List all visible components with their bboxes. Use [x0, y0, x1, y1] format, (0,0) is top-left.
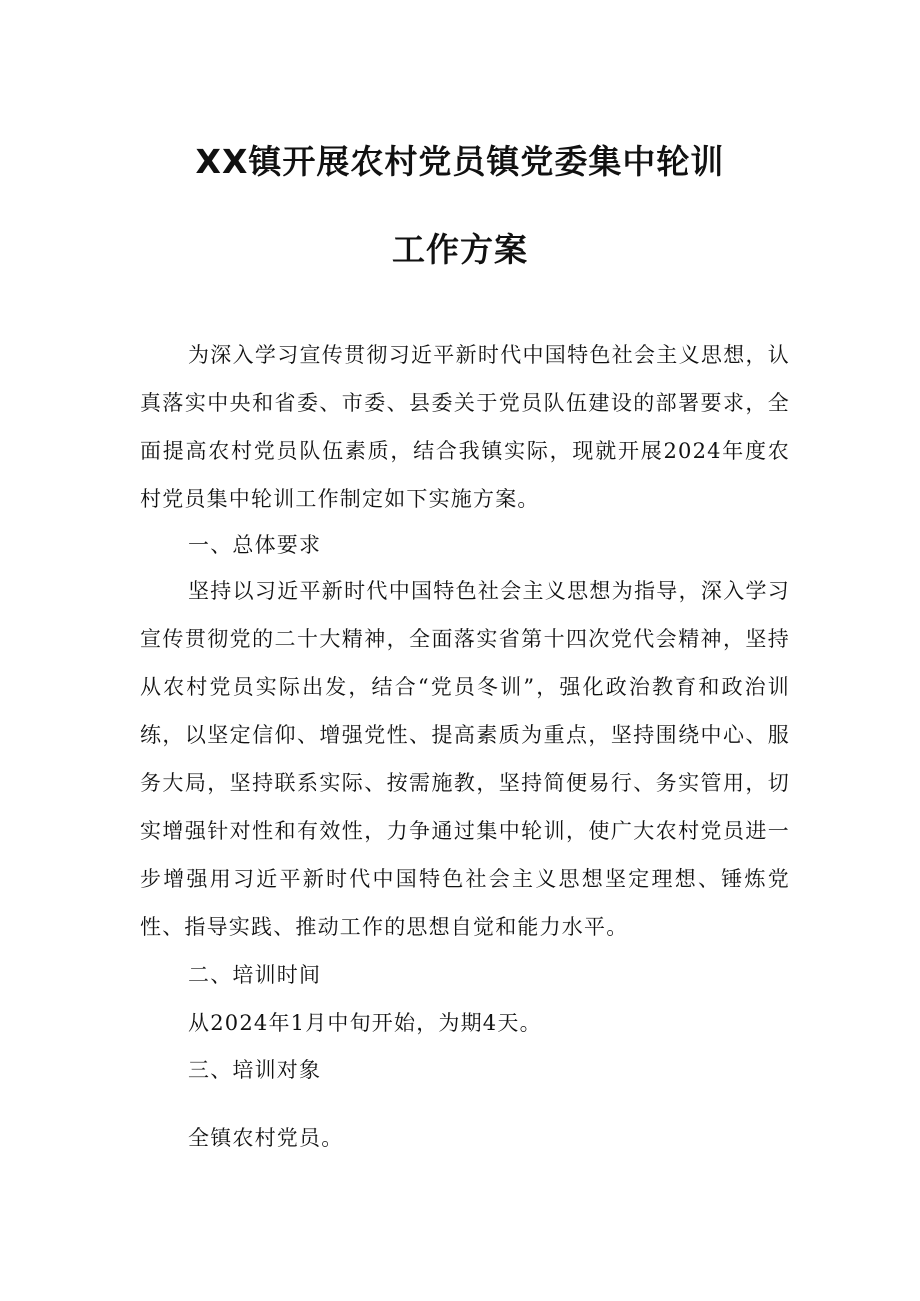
section-3-heading: 三、培训对象 — [188, 1058, 322, 1082]
intro-section — [140, 331, 790, 523]
section-2-heading-wrap — [140, 951, 790, 999]
document-title-line-2: 工作方案 — [392, 230, 528, 269]
section-3-body-wrap — [140, 1114, 790, 1162]
section-1-body-wrap — [140, 567, 790, 951]
section-1-heading: 一、总体要求 — [188, 533, 322, 557]
section-3-paragraph: 全镇农村党员。 — [188, 1126, 344, 1150]
section-3-heading-wrap — [140, 1046, 790, 1094]
section-1-heading-wrap — [140, 521, 790, 569]
section-2-paragraph: 从2024年1月中旬开始，为期4天。 — [188, 1011, 542, 1035]
section-2-body-wrap — [140, 999, 790, 1047]
intro-paragraph: 为深入学习宣传贯彻习近平新时代中国特色社会主义思想，认真落实中央和省委、市委、县委关于党员队伍建设的部署要求，全面提高农村党员队伍素质，结合我镇实际，现就开展2024年度农村党员集中轮训工作制定如下实施方案。 — [140, 343, 790, 511]
section-1-paragraph: 坚持以习近平新时代中国特色社会主义思想为指导，深入学习宣传贯彻党的二十大精神，全面落实省第十四次党代会精神，坚持从农村党员实际出发，结合“党员冬训”，强化政治教育和政治训练，以坚定信仰、增强党性、提高素质为重点，坚持围绕中心、服务大局，坚持联系实际、按需施教，坚持简便易行、务实管用，切实增强针对性和有效性，力争通过集中轮训，使广大农村党员进一步增强用习近平新时代中国特色社会主义思想坚定理想、锤炼党性、指导实践、推动工作的思想自觉和能力水平。 — [140, 579, 790, 939]
document-title-line-1: XX镇开展农村党员镇党委集中轮训 — [195, 142, 725, 181]
section-2-heading: 二、培训时间 — [188, 963, 322, 987]
